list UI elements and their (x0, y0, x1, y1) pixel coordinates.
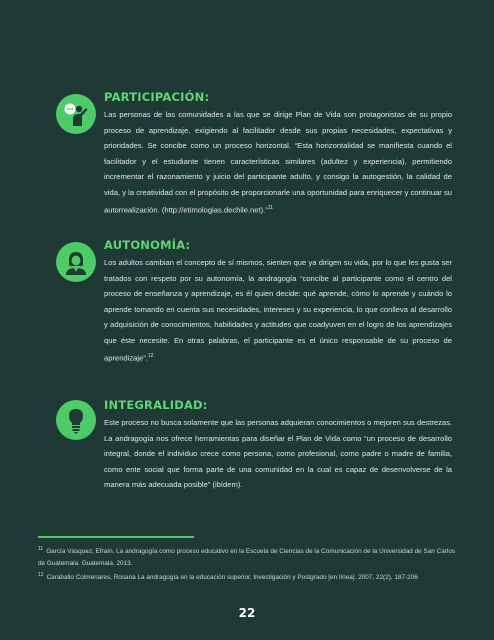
section-body: Los adultos cambian el concepto de sí mismos, sienten que ya dirigen su vida, por lo que les gusta ser tratados con respeto por su autonomía, la andragogía “concibe al participante como el centro del proceso de enseñanza y aprendizaje, es él quien decide: qué aprende, cómo lo aprende y cuándo lo aprende tomando en cuenta sus necesidades, intereses y su experiencia, lo que conlleva al desarrollo y adquisición de conocimientos, habilidades y actitudes que coadyuven en el logro de los aprendizajes que éste necesite. En otras palabras, el participante es el único responsable de su proceso de aprendizaje”.$^{12}$ (104, 258, 452, 363)
page-number: 22 (238, 606, 256, 620)
footnote-divider (38, 536, 194, 538)
section-body: Las personas de las comunidades a las que se dirige Plan de Vida son protagonistas de su propio proceso de aprendizaje, exigiendo al facilitador desde sus propias necesidades, expectativas y prioridades. Se concibe como un proceso horizontal. “Esta horizontalidad se manifiesta cuando el facilitador y el estudiante tienen características similares (adultez y experiencia), permitiendo incrementar el razonamiento y juicio del participante adulto, y consigo la autogestión, la calidad de vida, y la creatividad con el propósito de proporcionarle una oportunidad para enriquecer y continuar su autorrealización. (http://etimologias.dechile.net).”$^{11}$ (104, 110, 452, 215)
footnote-ref: 11 (267, 204, 273, 211)
section-body: Este proceso no busca solamente que las personas adquieran conocimientos o mejoren sus destrezas. La andragogía nos ofrece herramientas para diseñar el Plan de Vida como “un proceso de desarrollo integral, donde el individuo crece como persona, como profesional, como padre o madre de familia, como ente social que forma parte de una comunidad en la cual es capaz de desenvolverse de la manera más adecuada posible” (ibídem). (104, 418, 452, 490)
participation-icon (56, 94, 96, 134)
footnote: $^{11}$ García Vásquez, Efraín. La andragogía como proceso educativo en la Escuela de Ciencias de la Comunicación de la Universidad de San Carlos de Guatemala. Guatemala. 2013. (38, 546, 456, 567)
section-title: INTEGRALIDAD: (104, 398, 208, 412)
section-title: AUTONOMÍA: (104, 238, 191, 252)
section-title: PARTICIPACIÓN: (104, 90, 210, 104)
person-icon (56, 242, 96, 282)
footnote: $^{12}$ Caraballo Colmenares, Rosana La andragogía en la educación superior. Investigación y Postgrado [en línea]. 2007, 22(2), 187-206 (38, 572, 418, 582)
lightbulb-icon (56, 400, 96, 440)
footnote-ref: 12 (147, 352, 154, 359)
